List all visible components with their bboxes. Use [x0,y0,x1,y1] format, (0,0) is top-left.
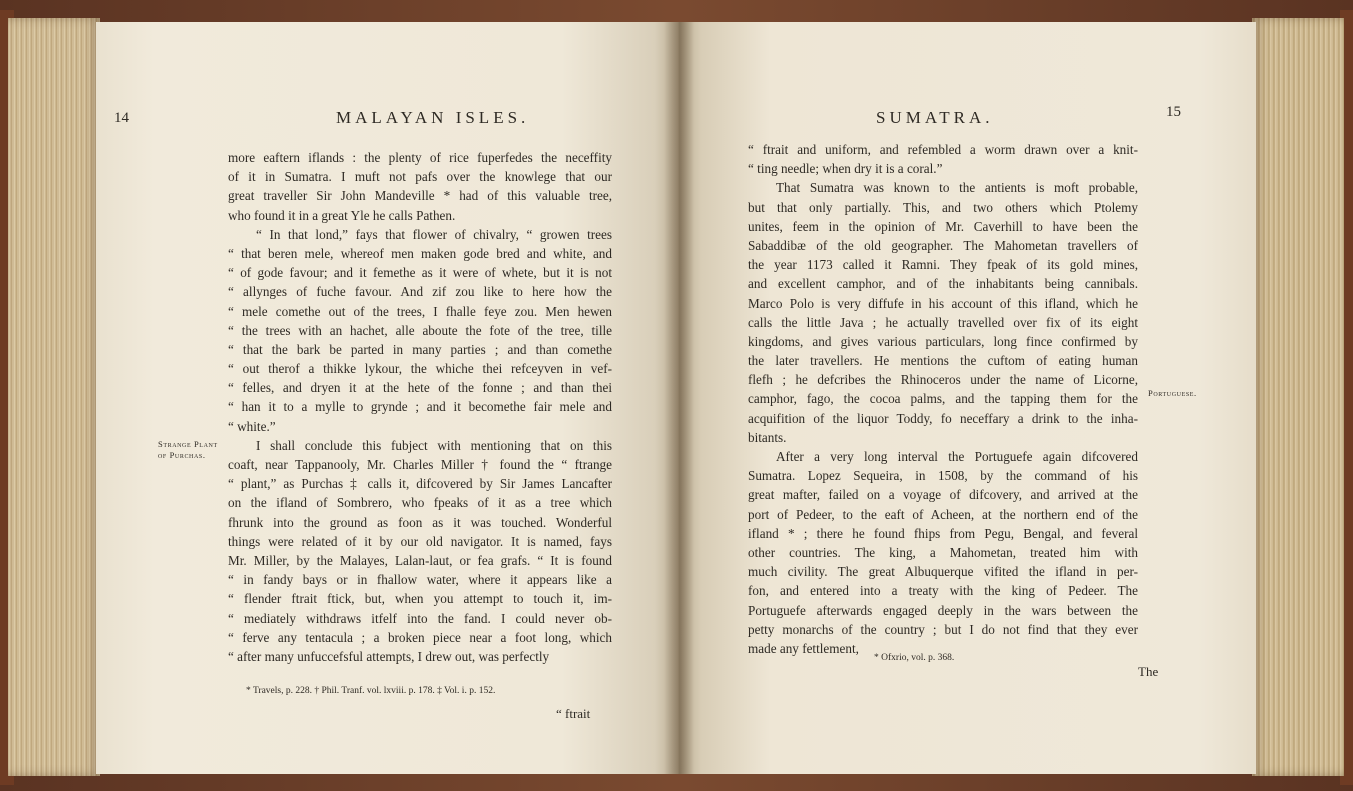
left-body-text [228,148,612,666]
right-margin-note [1148,388,1197,399]
text-line: “ that the bark be parted in many parties ; and than comethe [228,341,612,357]
text-line: who found it in a great Yle he calls Pathen. [228,207,456,223]
text-line: the year 1173 called it Ramni. They fpeak of its gold mines, [748,257,1138,273]
text-line: “ of gode favour; and it femethe as it were of whete, but it is not [228,265,612,281]
text-line: “ mediately withdraws itfelf into the fand. I could never ob- [228,610,612,626]
text-line: and excellent camphor, and of the inhabitants being cannibals. [748,276,1138,292]
text-line: the later travellers. He mentions the cuftom of eating human [748,353,1138,369]
text-line: “ the trees with an hachet, alle aboute the fote of the tree, tille [228,322,612,338]
text-line: “ felles, and dryen it at the hete of the fonne ; and than thei [228,380,612,396]
text-line: great traveller Sir John Mandeville * had of this valuable tree, [228,188,612,204]
margin-note-line: of Purchas. [158,450,206,460]
text-line: fhrunk into the ground as foon as it was touched. Wonderful [228,514,612,530]
text-line: great mafter, failed on a voyage of difcovery, and arrived at the [748,487,1138,503]
left-catchword: “ ftrait [556,706,591,721]
text-line: port of Pedeer, to the eaft of Acheen, at the northern end of the [748,506,1138,522]
text-line: “ ferve any tentacula ; a broken piece near a foot long, which [228,629,612,645]
left-margin-note [158,439,218,461]
text-line: Mr. Miller, by the Malayes, Lalan-laut, or fea grafs. “ It is found [228,552,612,568]
text-line: on the ifland of Sombrero, who fpeaks of it as a tree which [228,495,612,511]
text-line: “ han it to a mylle to grynde ; and it becomethe fair mele and [228,399,612,415]
page-edges-right [1252,18,1344,776]
text-line: “ mele comethe out of the trees, I fhalle feye zou. Men hewen [228,303,612,319]
text-line: “ allynges of fuche favour. And zif zou like to here how the [228,284,612,300]
text-line: petty monarchs of the country ; but I do not find that they ever [748,621,1138,637]
text-line: “ ting needle; when dry it is a coral.” [748,161,943,177]
text-line: “ plant,” as Purchas ‡ calls it, difcovered by Sir James Lancafter [228,476,612,492]
text-line: calls the little Java ; he actually travelled over fix of its eight [748,314,1138,330]
text-line: “ out therof a thikke lykour, the whiche thei refceyven in vef- [228,361,612,377]
text-line: kingdoms, and gives various particulars, long fince confirmed by [748,333,1138,349]
margin-note-line: Strange Plant [158,439,218,449]
text-line: “ flender ftrait ftick, but, when you attempt to touch it, im- [228,591,612,607]
text-line: Marco Polo is very diffufe in his account of this ifland, which he [748,295,1138,311]
text-line: Portuguefe afterwards engaged deeply in the wars between the [748,602,1138,618]
right-catchword: The [1138,664,1159,679]
text-line: other countries. The king, a Mahometan, treated him with [748,544,1138,560]
text-line: “ white.” [228,418,276,434]
right-page-number: 15 [1166,104,1181,120]
right-body-text [748,140,1138,658]
text-line: of it in Sumatra. I muft not pafs over the knowlege that our [228,169,612,185]
text-line: flefh ; he defcribes the Rhinoceros under the name of Licorne, [748,372,1138,388]
margin-note-line: Portuguese. [1148,388,1197,398]
text-line: coaft, near Tappanooly, Mr. Charles Miller † found the “ ftrange [228,457,612,472]
left-page [96,22,678,774]
page-edges-left [8,18,100,776]
text-line: That Sumatra was known to the antients is moft probable, [776,180,1138,196]
text-line: “ after many unfuccefsful attempts, I drew out, was perfectly [228,648,550,664]
text-line: “ ftrait and uniform, and refembled a worm drawn over a knit- [748,142,1138,157]
text-line: ifland * ; there he found fhips from Pegu, Bengal, and feveral [748,525,1138,541]
book-gutter [664,22,694,774]
text-line: but that only partially. This, and two others which Ptolemy [748,199,1138,215]
text-line: unites, feem in the opinion of Mr. Caverhill to have been the [748,218,1138,234]
text-line: acquifition of the liquor Toddy, fo neceffary a drink to the inha- [748,410,1138,426]
text-line: “ in fandy bays or in fhallow water, where it appears like a [228,572,612,588]
text-line: I shall conclude this fubject with mentioning that on this [256,437,612,453]
left-footnote: * Travels, p. 228. † Phil. Tranf. vol. lxviii. p. 178. ‡ Vol. i. p. 152. [246,686,496,696]
text-line: “ In that lond,” fays that flower of chivalry, “ growen trees [256,226,612,242]
text-line: camphor, fago, the cocoa palms, and the tapping them for the [748,391,1138,407]
text-line: Sabaddibæ of the old geographer. The Mahometan travellers of [748,237,1138,253]
text-line: made any fettlement, [748,640,859,656]
text-line: things were related of it by our old navigator. It is named, fays [228,533,612,549]
text-line: much civility. The great Albuquerque vifited the ifland in per- [748,564,1138,580]
left-running-head: MALAYAN ISLES. [336,108,530,127]
right-running-head: SUMATRA. [876,108,994,127]
text-line: more eaftern iflands : the plenty of rice fuperfedes the neceffity [228,150,612,165]
text-line: “ that beren mele, whereof men maken gode bred and white, and [228,245,612,261]
right-footnote: * Ofxrio, vol. p. 368. [874,653,955,663]
left-page-number: 14 [114,110,129,126]
text-line: Sumatra. Lopez Sequeira, in 1508, by the command of his [748,468,1138,484]
right-page [678,22,1256,774]
text-line: fon, and entered into a treaty with the king of Pedeer. The [748,583,1138,599]
text-line: bitants. [748,429,787,445]
text-line: After a very long interval the Portuguefe again difcovered [776,449,1138,464]
